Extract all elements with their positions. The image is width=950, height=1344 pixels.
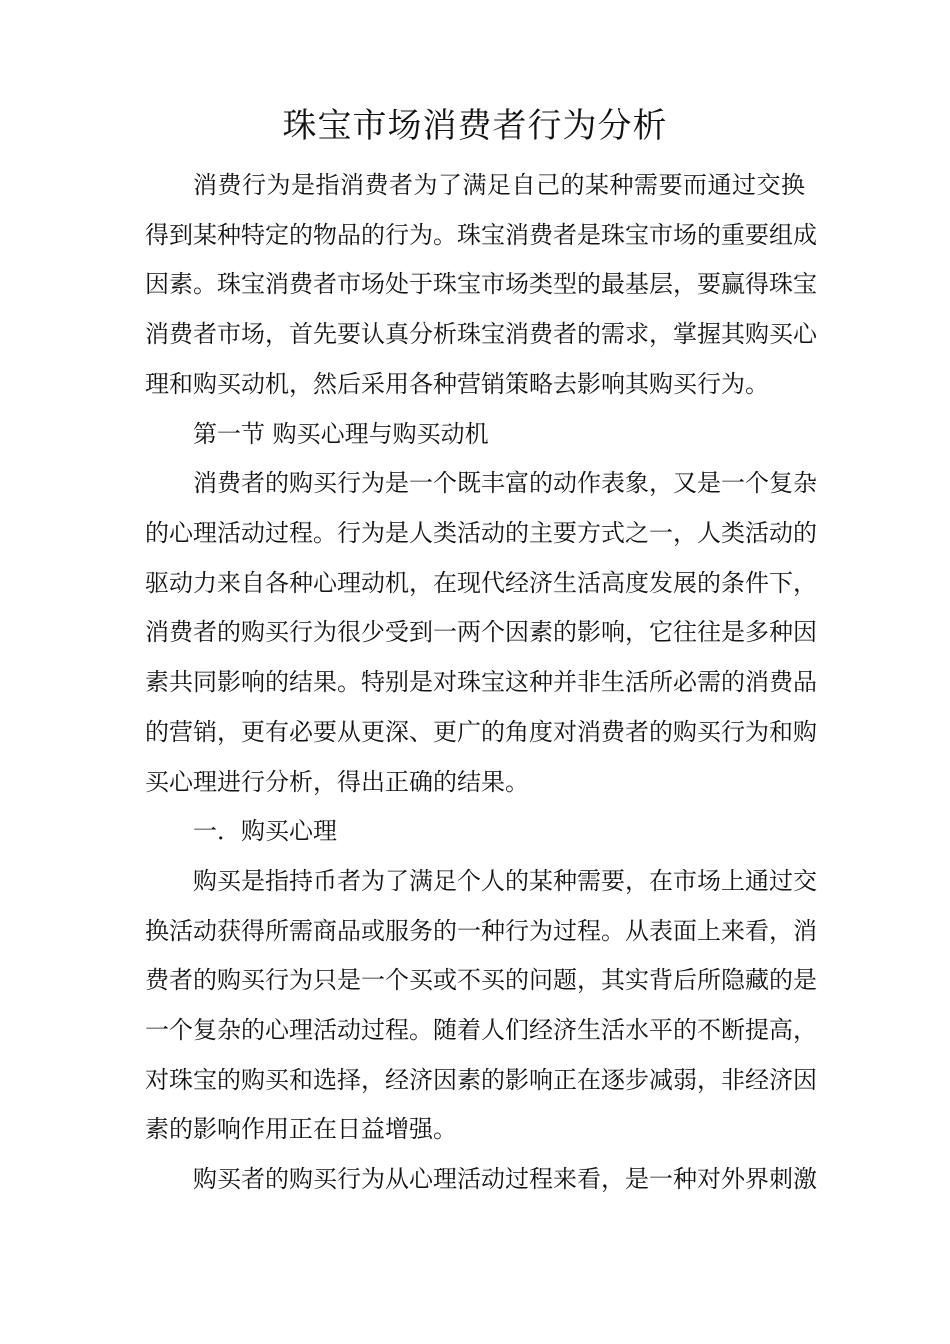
paragraph-line: 费者的购买行为只是一个买或不买的问题，其实背后所隐藏的是 — [145, 966, 817, 994]
document-title: 珠宝市场消费者行为分析 — [282, 106, 668, 146]
paragraph-line: 素的影响作用正在日益增强。 — [145, 1115, 457, 1143]
paragraph-line: 的心理活动过程。行为是人类活动的主要方式之一，人类活动的 — [145, 519, 817, 547]
paragraph-line: 消费行为是指消费者为了满足自己的某种需要而通过交换 — [193, 171, 805, 199]
paragraph-line: 驱动力来自各种心理动机，在现代经济生活高度发展的条件下， — [145, 569, 817, 597]
paragraph-line: 购买是指持币者为了满足个人的某种需要，在市场上通过交 — [193, 867, 817, 895]
paragraph-line: 因素。珠宝消费者市场处于珠宝市场类型的最基层，要赢得珠宝 — [145, 270, 817, 298]
paragraph-line: 得到某种特定的物品的行为。珠宝消费者是珠宝市场的重要组成 — [145, 221, 817, 249]
section-heading: 第一节 购买心理与购买动机 — [193, 420, 489, 448]
paragraph-line: 买心理进行分析，得出正确的结果。 — [145, 768, 529, 796]
paragraph-line: 理和购买动机，然后采用各种营销策略去影响其购买行为。 — [145, 370, 769, 398]
paragraph-line: 购买者的购买行为从心理活动过程来看，是一种对外界刺激 — [193, 1165, 817, 1193]
paragraph-line: 换活动获得所需商品或服务的一种行为过程。从表面上来看，消 — [145, 917, 817, 945]
paragraph-line: 的营销，更有必要从更深、更广的角度对消费者的购买行为和购 — [145, 718, 817, 746]
paragraph-line: 消费者的购买行为很少受到一两个因素的影响，它往往是多种因 — [145, 618, 817, 646]
subsection-heading: 一．购买心理 — [193, 817, 337, 845]
paragraph-line: 素共同影响的结果。特别是对珠宝这种并非生活所必需的消费品 — [145, 668, 817, 696]
paragraph-line: 一个复杂的心理活动过程。随着人们经济生活水平的不断提高， — [145, 1016, 817, 1044]
paragraph-line: 消费者的购买行为是一个既丰富的动作表象，又是一个复杂 — [193, 469, 817, 497]
paragraph-line: 消费者市场，首先要认真分析珠宝消费者的需求，掌握其购买心 — [145, 320, 817, 348]
paragraph-line: 对珠宝的购买和选择，经济因素的影响正在逐步减弱，非经济因 — [145, 1066, 817, 1094]
